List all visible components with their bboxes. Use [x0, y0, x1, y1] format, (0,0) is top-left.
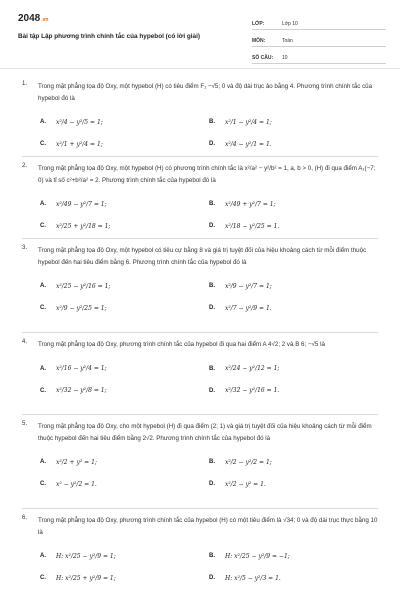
option-c[interactable]	[40, 387, 209, 394]
options	[40, 193, 378, 237]
option-d[interactable]	[209, 141, 378, 148]
option-d[interactable]	[209, 387, 378, 394]
option-formula: H: x²/25 + y²/9 = 1;	[56, 574, 116, 582]
options	[40, 275, 378, 319]
option-letter: A.	[40, 553, 46, 559]
question-text: Trong mặt phẳng tọa độ Oxy, cho một hypebol (H) đi qua điểm (2; 1) và giá trị tuyệt đối của hiệu khoảng cách từ mỗi điểm thuộc hypebol đến hai tiêu điểm bằng 2√2. Phương trình chính tắc của hypebol đó là	[38, 423, 372, 442]
option-letter: A.	[40, 119, 46, 125]
option-letter: C.	[40, 223, 46, 229]
option-formula: x² − y²/2 = 1.	[56, 480, 97, 488]
option-formula: x²/9 − y²/25 = 1;	[56, 304, 107, 312]
option-letter: C.	[40, 387, 46, 394]
option-a[interactable]	[40, 553, 209, 560]
question-separator	[22, 238, 378, 239]
option-b[interactable]	[209, 365, 378, 372]
option-letter: A.	[40, 201, 46, 207]
meta-label: SỐ CÂU:	[252, 55, 274, 61]
option-formula: x²/4 − y²/5 = 1;	[56, 118, 103, 126]
option-letter: C.	[40, 141, 46, 147]
option-letter: C.	[40, 481, 46, 487]
option-formula: x²/32 − y²/16 = 1.	[225, 387, 280, 394]
option-formula: x²/2 − y² = 1.	[225, 480, 266, 488]
meta-value: Toán	[282, 38, 293, 44]
option-formula: H: x²/5 − y²/3 = 1.	[225, 574, 281, 582]
question-1	[22, 81, 378, 155]
question-number: 1.	[22, 81, 28, 87]
option-formula: x²/49 + y²/7 = 1;	[225, 200, 276, 208]
header-divider	[0, 68, 400, 69]
option-b[interactable]	[209, 459, 378, 466]
option-formula: x²/2 + y² = 1;	[56, 458, 97, 466]
document-title: Bài tập Lập phương trình chính tắc của hypebol (có lời giải)	[18, 33, 201, 40]
question-5	[22, 421, 378, 495]
question-text: Trong mặt phẳng tọa độ Oxy, phương trình chính tắc của hypebol đi qua hai điểm A 4√2; 2 và B 6; −√5 là	[38, 341, 325, 348]
option-formula: x²/1 − y²/4 = 1;	[225, 118, 272, 126]
question-number: 6.	[22, 515, 28, 521]
option-formula: x²/25 + y²/18 = 1;	[56, 222, 111, 230]
option-formula: x²/25 − y²/16 = 1;	[56, 282, 111, 290]
option-formula: x²/24 − y²/12 = 1;	[225, 365, 280, 372]
option-formula: H: x²/25 − y²/9 = −1;	[225, 552, 290, 560]
brand-suffix: .vn	[41, 17, 49, 23]
option-letter: D.	[209, 223, 215, 229]
option-letter: B.	[209, 119, 215, 125]
options	[40, 111, 378, 155]
option-letter: B.	[209, 201, 215, 207]
option-letter: D.	[209, 305, 215, 311]
option-b[interactable]	[209, 119, 378, 126]
option-b[interactable]	[209, 283, 378, 290]
option-b[interactable]	[209, 201, 378, 208]
option-letter: D.	[209, 481, 215, 487]
option-formula: x²/2 − y²/2 = 1;	[225, 458, 272, 466]
option-letter: B.	[209, 553, 215, 559]
option-letter: C.	[40, 305, 46, 311]
brand-logo[interactable]	[18, 13, 48, 24]
option-a[interactable]	[40, 119, 209, 126]
option-formula: x²/9 − y²/7 = 1;	[225, 282, 272, 290]
option-c[interactable]	[40, 305, 209, 312]
meta-value: 10	[282, 55, 288, 61]
option-letter: C.	[40, 575, 46, 581]
option-letter: A.	[40, 459, 46, 465]
option-letter: B.	[209, 365, 215, 372]
question-number: 5.	[22, 421, 28, 427]
option-formula: x²/32 − y²/8 = 1;	[56, 387, 107, 394]
meta-row-count	[252, 49, 386, 64]
option-a[interactable]	[40, 283, 209, 290]
question-separator	[22, 332, 378, 333]
option-c[interactable]	[40, 481, 209, 488]
option-c[interactable]	[40, 575, 209, 582]
question-2	[22, 163, 378, 237]
question-text: Trong mặt phẳng tọa độ Oxy, phương trình chính tắc của hypebol (H) có một tiêu điểm là √34; 0 và độ dài trục thực bằng 10 là	[38, 517, 378, 536]
question-4	[22, 339, 378, 402]
question-text: Trong mặt phẳng tọa độ Oxy, một hypebol có tiêu cự bằng 8 và giá trị tuyệt đối của hiệu khoảng cách từ mỗi điểm thuộc hypebol đến hai tiêu điểm bằng 6. Phương trình chính tắc của hypebol đó là	[38, 247, 367, 266]
option-a[interactable]	[40, 459, 209, 466]
options	[40, 451, 378, 495]
meta-label: MÔN:	[252, 38, 266, 44]
question-number: 4.	[22, 339, 28, 345]
option-d[interactable]	[209, 223, 378, 230]
question-text: Trong mặt phẳng tọa độ Oxy, một hypebol (H) có phương trình chính tắc là x²/a² − y²/b² = 1, a, b > 0, (H) đi qua điểm A₁(−7; 0) và tỉ số c²+b²/a² = 2. Phương trình chính tắc của hypebol đó là	[38, 165, 376, 184]
option-letter: A.	[40, 283, 46, 289]
option-formula: x²/16 − y²/4 = 1;	[56, 365, 107, 372]
option-letter: D.	[209, 387, 215, 394]
option-a[interactable]	[40, 201, 209, 208]
document-header	[0, 0, 400, 68]
meta-panel	[252, 15, 386, 66]
option-formula: x²/7 − y²/9 = 1.	[225, 304, 272, 312]
question-6	[22, 515, 378, 589]
question-number: 3.	[22, 245, 28, 251]
option-formula: x²/4 − y²/1 = 1.	[225, 140, 272, 148]
question-3	[22, 245, 378, 319]
question-number: 2.	[22, 163, 28, 169]
option-letter: A.	[40, 365, 46, 372]
meta-value: Lớp 10	[282, 21, 298, 27]
option-formula: H: x²/25 − y²/9 = 1;	[56, 552, 116, 560]
option-d[interactable]	[209, 481, 378, 488]
option-letter: B.	[209, 283, 215, 289]
option-formula: x²/18 − y²/25 = 1.	[225, 222, 280, 230]
option-letter: D.	[209, 141, 215, 147]
option-letter: B.	[209, 459, 215, 465]
question-separator	[22, 508, 378, 509]
meta-row-grade	[252, 15, 386, 30]
option-b[interactable]	[209, 553, 378, 560]
brand-name: 2048	[18, 13, 41, 24]
meta-row-subject	[252, 32, 386, 47]
options	[40, 545, 378, 589]
meta-label: LỚP:	[252, 21, 265, 27]
option-c[interactable]	[40, 223, 209, 230]
options	[40, 358, 378, 402]
option-d[interactable]	[209, 305, 378, 312]
question-separator	[22, 414, 378, 415]
option-a[interactable]	[40, 365, 209, 372]
question-separator	[22, 156, 378, 157]
option-c[interactable]	[40, 141, 209, 148]
option-formula: x²/49 − y²/7 = 1;	[56, 200, 107, 208]
option-formula: x²/1 + y²/4 = 1;	[56, 140, 103, 148]
question-text: Trong mặt phẳng tọa độ Oxy, một hypebol (H) có tiêu điểm F₁ −√5; 0 và độ dài trục ảo bằng 4. Phương trình chính tắc của hypebol đó là	[38, 83, 373, 102]
option-letter: D.	[209, 575, 215, 581]
option-d[interactable]	[209, 575, 378, 582]
